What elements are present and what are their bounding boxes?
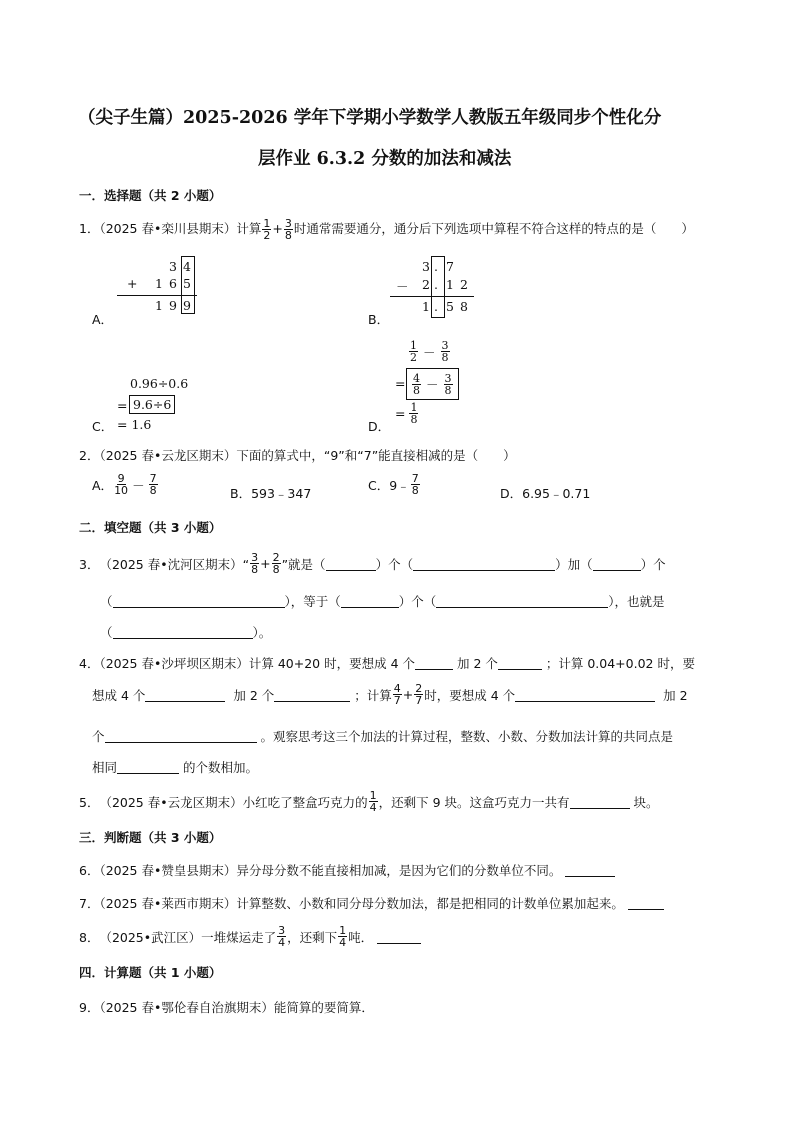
answer-blank[interactable] bbox=[628, 895, 664, 910]
q8-fraction: $\frac{1}{4}$ bbox=[339, 924, 347, 949]
question-9: 9．（2025 春•鄂伦春自治旗期末）能简算的要简算． bbox=[79, 1000, 374, 1015]
calc-b-digit: 1 bbox=[446, 277, 454, 292]
q1-option-b-calc bbox=[390, 256, 480, 320]
answer-blank[interactable] bbox=[593, 556, 641, 571]
question-8: 8． （2025•武江区）一堆煤运走了 $\frac{3}{4}$ ，还剩下 $\frac{1}{4}$ 吨． bbox=[79, 925, 421, 948]
question-6: 6．（2025 春•赞皇县期末）异分母分数不能直接相加减，是因为它们的分数单位不同。 bbox=[79, 861, 615, 879]
q1-source: （2025 春•栾川县期末）计算 bbox=[99, 221, 262, 236]
q2-option-a: A． $\frac{9}{10}$ － $\frac{7}{8}$ bbox=[92, 472, 157, 497]
calc-b-digit: 3 bbox=[422, 259, 430, 274]
q1-fraction-2: $\frac{3}{8}$ bbox=[284, 217, 292, 242]
answer-blank[interactable] bbox=[515, 687, 655, 702]
answer-blank[interactable] bbox=[113, 624, 253, 639]
answer-blank[interactable] bbox=[415, 655, 453, 670]
q3-fraction: $\frac{2}{8}$ bbox=[272, 551, 280, 576]
calc-a-digit: 1 bbox=[155, 298, 163, 313]
doc-title-line2: 层作业 6.3.2 分数的加法和减法 bbox=[258, 149, 512, 169]
q1-option-b-label: B． bbox=[368, 312, 390, 327]
answer-blank[interactable] bbox=[341, 593, 399, 608]
d-fraction: $\frac{1}{2}$ bbox=[410, 339, 417, 364]
q1-text: 时通常需要通分，通分后下列选项中算程不符合这样的特点的是（ ） bbox=[293, 221, 694, 236]
d-fraction: $\frac{1}{8}$ bbox=[410, 401, 418, 426]
calc-a-rule bbox=[117, 295, 197, 296]
q4-fraction: $\frac{4}{7}$ bbox=[393, 682, 401, 707]
answer-blank[interactable] bbox=[377, 929, 421, 944]
calc-b-rule bbox=[390, 296, 474, 297]
calc-b-point: . bbox=[434, 299, 438, 314]
calc-b-digit: 1 bbox=[422, 299, 430, 314]
answer-blank[interactable] bbox=[565, 862, 615, 877]
question-2: 2．（2025 春•云龙区期末）下面的算式中，“9”和“7”能直接相减的是（ ） bbox=[79, 448, 516, 463]
q2-a-fraction: $\frac{7}{8}$ bbox=[149, 472, 157, 497]
q1-option-c-boxed: 9.6÷6 bbox=[129, 395, 175, 414]
q1-number: 1． bbox=[79, 221, 100, 236]
answer-blank[interactable] bbox=[570, 794, 630, 809]
answer-blank[interactable] bbox=[117, 759, 179, 774]
q1-option-c-equals: = bbox=[117, 398, 128, 413]
calc-a-digit: 9 bbox=[169, 298, 177, 313]
section-fill: 二．填空题（共 3 小题） bbox=[79, 520, 222, 535]
calc-a-digit: 5 bbox=[183, 276, 191, 291]
q1-option-d-boxed: $\frac{4}{8}$ － $\frac{3}{8}$ bbox=[406, 368, 459, 400]
question-5: 5． （2025 春•云龙区期末）小红吃了整盒巧克力的 $\frac{1}{4}$ ，还剩下 9 块。这盒巧克力一共有 块。 bbox=[79, 789, 659, 814]
calc-a-digit: 6 bbox=[169, 276, 177, 291]
answer-blank[interactable] bbox=[326, 556, 376, 571]
calc-b-point: . bbox=[434, 259, 438, 274]
q3-fraction: $\frac{3}{8}$ bbox=[251, 551, 259, 576]
answer-blank[interactable] bbox=[274, 687, 350, 702]
calc-b-digit: 7 bbox=[446, 259, 454, 274]
question-7: 7．（2025 春•莱西市期末）计算整数、小数和同分母分数加法，都是把相同的计数单位累加起来。 bbox=[79, 894, 664, 912]
q5-fraction: $\frac{1}{4}$ bbox=[369, 789, 377, 814]
q1-option-d-line1: $\frac{1}{2}$ － $\frac{3}{8}$ bbox=[410, 339, 449, 364]
q2-option-d: D．6.95﹣0.71 bbox=[500, 486, 591, 501]
section-calc: 四．计算题（共 1 小题） bbox=[79, 965, 222, 980]
answer-blank[interactable] bbox=[498, 655, 542, 670]
answer-blank[interactable] bbox=[113, 593, 285, 608]
calc-a-digit: 3 bbox=[169, 259, 177, 274]
question-3-line3: （ ）。 bbox=[100, 625, 272, 640]
calc-b-digit: 2 bbox=[460, 277, 468, 292]
calc-a-digit: 4 bbox=[183, 259, 191, 274]
q1-option-a-calc bbox=[115, 256, 200, 320]
q1-option-c-label: C． bbox=[92, 419, 114, 434]
calc-b-minus: － bbox=[396, 279, 409, 294]
calc-a-digit: 9 bbox=[183, 298, 191, 313]
question-4-line3: 个 。观察思考这三个加法的计算过程，整数、小数、分数加法计算的共同点是 bbox=[92, 729, 674, 744]
calc-a-plus: + bbox=[127, 276, 138, 291]
q1-option-d-label: D． bbox=[368, 419, 391, 434]
q2-option-b: B．593﹣347 bbox=[230, 486, 312, 501]
q1-option-d-equals: = bbox=[395, 376, 406, 391]
q1-option-c-line1: 0.96÷0.6 bbox=[130, 376, 189, 391]
question-4-line4: 相同 的个数相加。 bbox=[92, 760, 259, 775]
q8-fraction: $\frac{3}{4}$ bbox=[278, 924, 286, 949]
doc-title-line1: （尖子生篇）2025-2026 学年下学期小学数学人教版五年级同步个性化分 bbox=[78, 108, 662, 128]
section-choice: 一．选择题（共 2 小题） bbox=[79, 188, 222, 203]
q2-text: （2025 春•云龙区期末）下面的算式中，“9”和“7”能直接相减的是（ ） bbox=[99, 448, 516, 463]
calc-b-digit: 5 bbox=[446, 299, 454, 314]
answer-blank[interactable] bbox=[145, 687, 225, 702]
calc-b-point: . bbox=[434, 277, 438, 292]
question-4-line2: 想成 4 个 加 2 个 ；计算 $\frac{4}{7}$ + $\frac{2}{7}$ 时，要想成 4 个 加 2 bbox=[92, 682, 688, 707]
question-3-line2: （ ），等于（ ）个（ ），也就是 bbox=[100, 594, 665, 609]
answer-blank[interactable] bbox=[436, 593, 608, 608]
d-fraction: $\frac{3}{8}$ bbox=[441, 339, 449, 364]
d-fraction: $\frac{3}{8}$ bbox=[444, 371, 452, 397]
q1-plus: + bbox=[272, 221, 283, 236]
section-judge: 三．判断题（共 3 小题） bbox=[79, 830, 222, 845]
answer-blank[interactable] bbox=[105, 728, 257, 743]
d-fraction: $\frac{4}{8}$ bbox=[413, 371, 420, 397]
calc-a-digit: 1 bbox=[155, 276, 163, 291]
calc-b-digit: 2 bbox=[422, 277, 430, 292]
q2-c-fraction: $\frac{7}{8}$ bbox=[411, 472, 419, 497]
q1-option-d-line3: = $\frac{1}{8}$ bbox=[395, 401, 418, 426]
q1-option-a-label: A． bbox=[92, 312, 114, 327]
q2-option-c: C．9﹣ $\frac{7}{8}$ bbox=[368, 472, 419, 497]
question-1 bbox=[79, 218, 694, 241]
q1-option-c-line3: = 1.6 bbox=[117, 417, 152, 432]
answer-blank[interactable] bbox=[413, 556, 555, 571]
calc-b-digit: 8 bbox=[460, 299, 468, 314]
question-4-line1: 4．（2025 春•沙坪坝区期末）计算 40+20 时，要想成 4 个 加 2 个 ；计算 0.04+0.02 时，要 bbox=[79, 656, 695, 671]
q1-fraction-1: $\frac{1}{2}$ bbox=[263, 217, 271, 242]
q2-a-fraction: $\frac{9}{10}$ bbox=[114, 472, 129, 497]
question-3-line1: 3． （2025 春•沈河区期末）“ $\frac{3}{8}$ + $\frac{2}{8}$ ”就是（ ）个（ ）加（ ）个 bbox=[79, 551, 666, 576]
q4-fraction: $\frac{2}{7}$ bbox=[415, 682, 423, 707]
